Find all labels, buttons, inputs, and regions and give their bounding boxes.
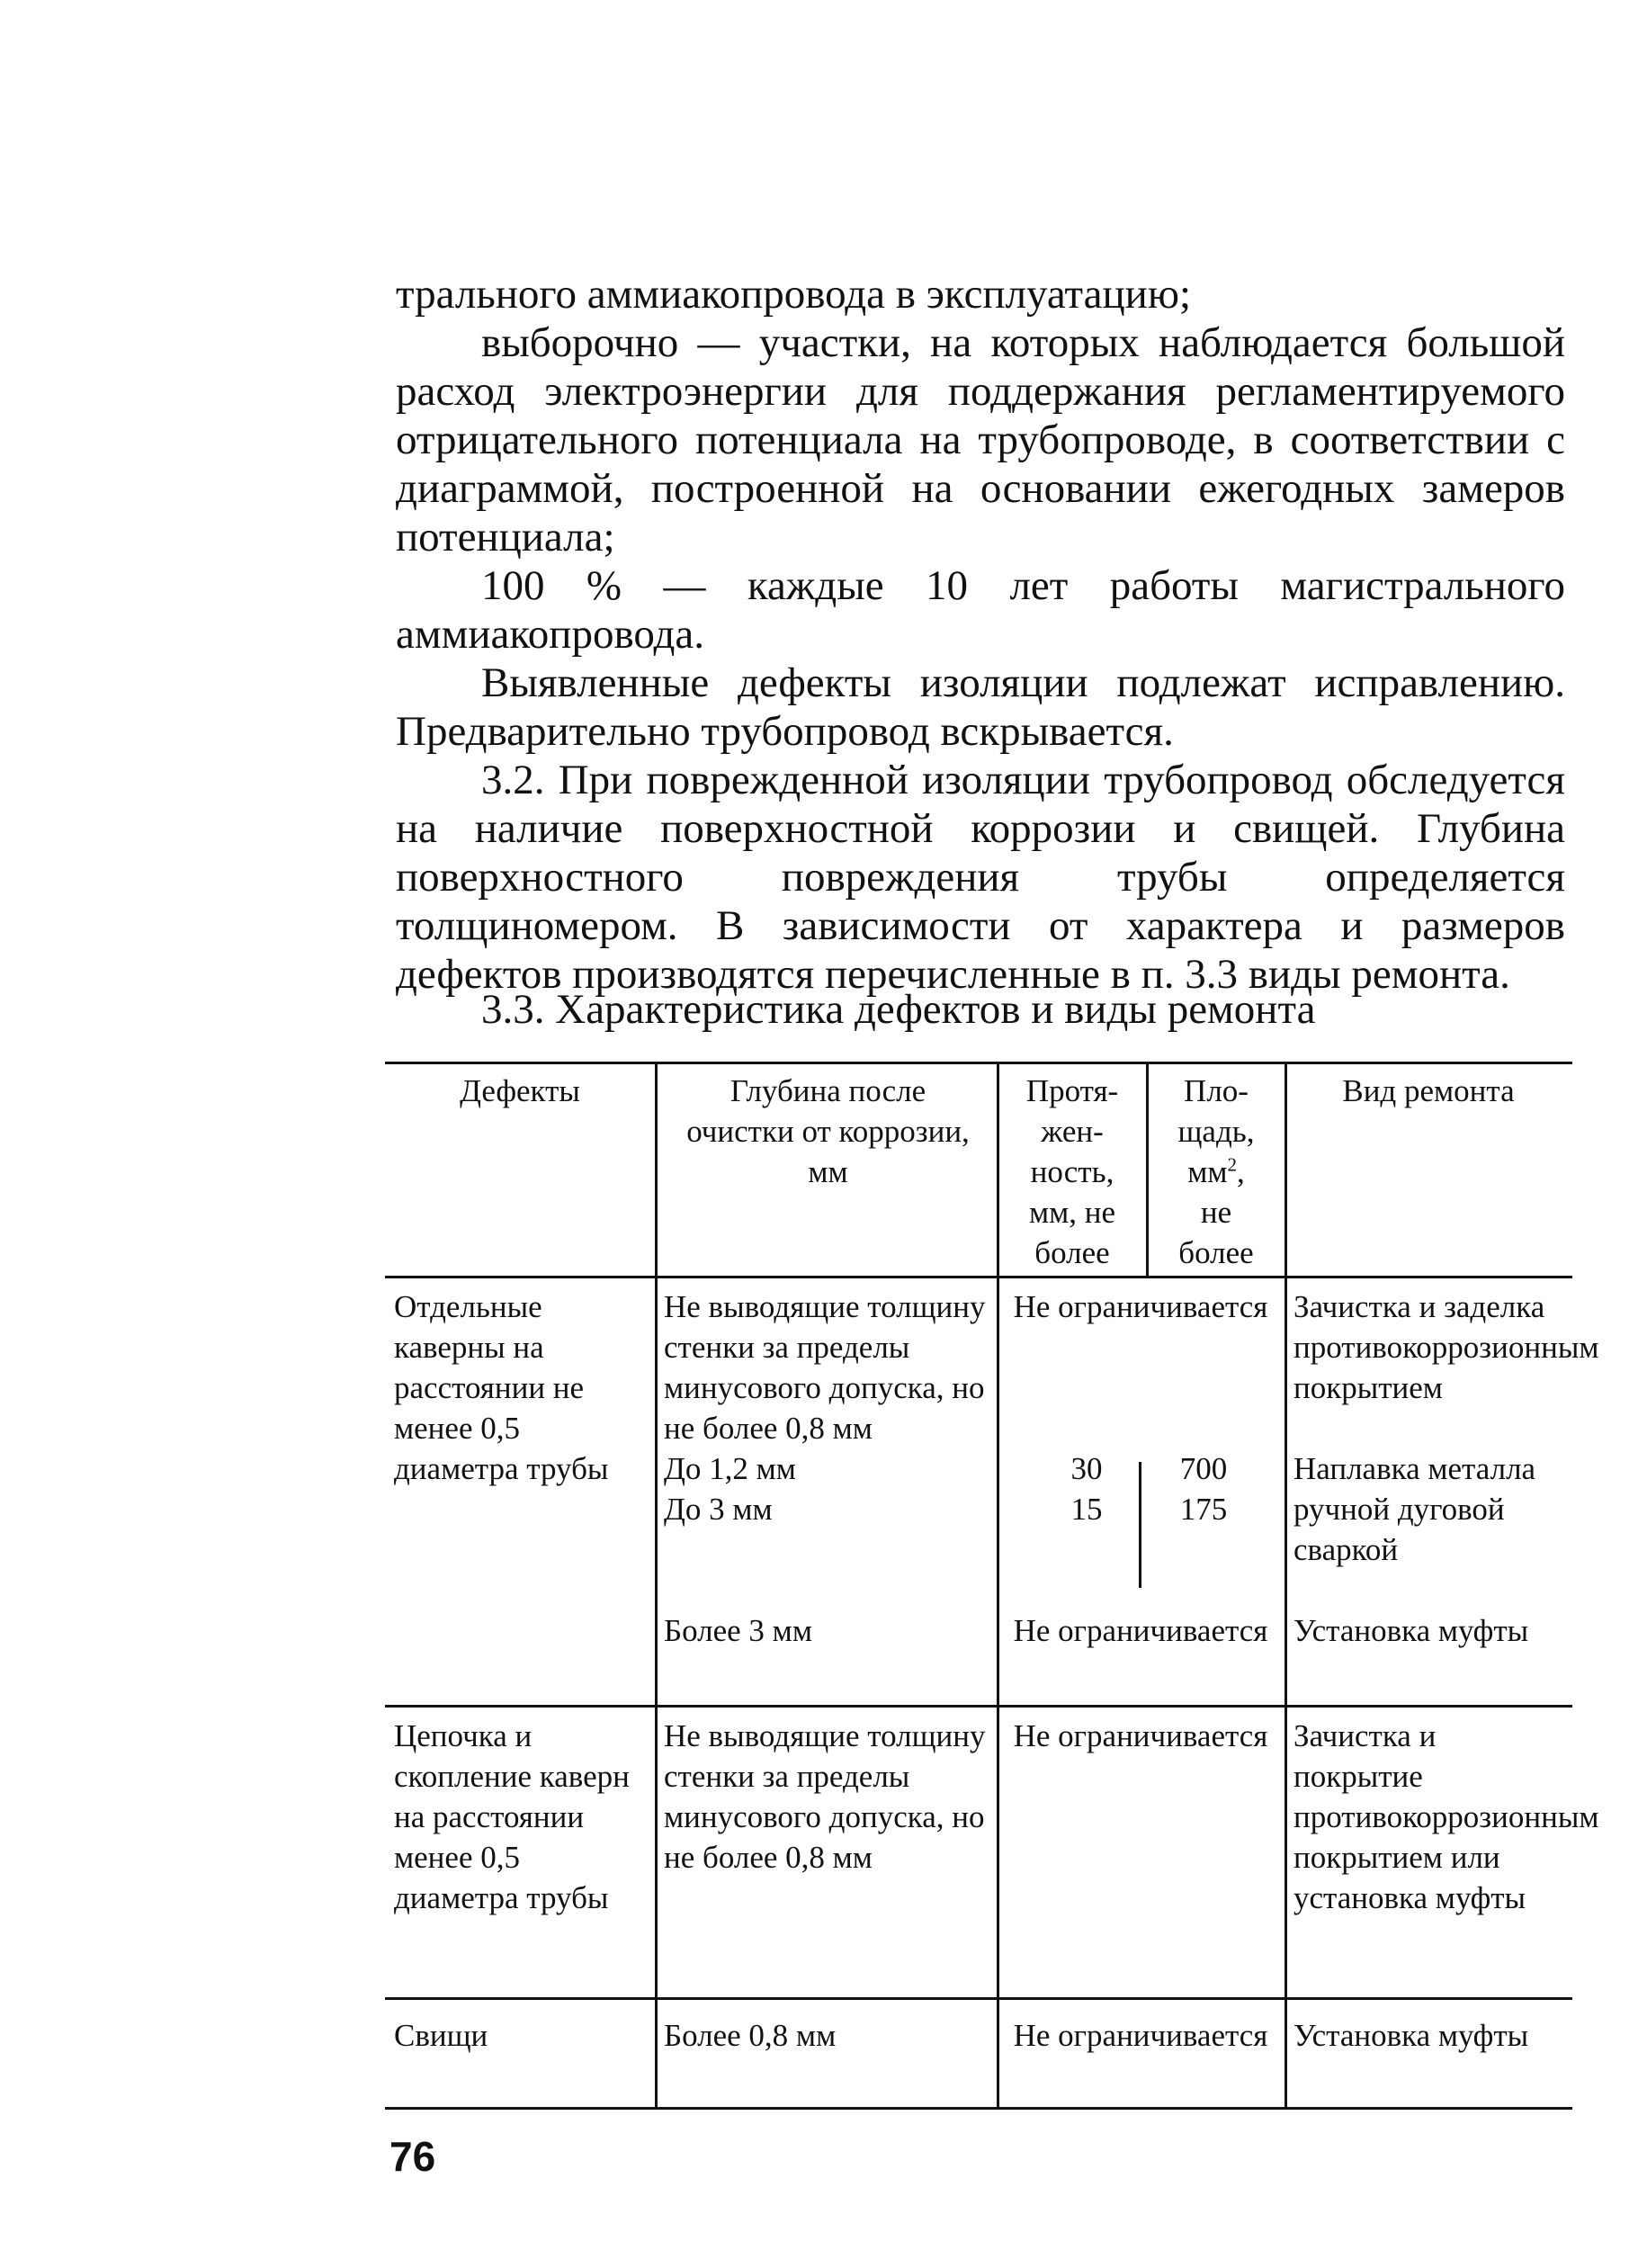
col-sep-1	[655, 1062, 658, 2110]
row2-defect: Цепочка и скопление каверн на расстоянии менее 0,5 диаметра трубы	[394, 1718, 630, 1915]
header-defects: Дефекты	[460, 1073, 580, 1108]
row1-depth-4: Более 3 мм	[664, 1613, 812, 1648]
row1-repair-4: Установка муфты	[1293, 1613, 1529, 1648]
row1-area-3: 175	[1179, 1492, 1228, 1527]
row1-length-3: 15	[1070, 1492, 1103, 1527]
col-sep-4	[1284, 1062, 1287, 2110]
table-bottom-rule	[385, 2107, 1572, 2110]
row1-bottom-rule	[385, 1705, 1572, 1708]
paragraph-4: Выявленные дефекты изоляции подлежат исправлению. Предварительно трубопровод вскрывается.	[396, 659, 1565, 755]
row1-area-2: 700	[1179, 1451, 1228, 1486]
table-top-rule	[385, 1062, 1572, 1064]
row1-repair-23: Наплавка металла ручной дуговой сваркой	[1293, 1451, 1536, 1567]
row1-depth-1: Не выводящие толщину стенки за пределы минусового допуска, но не более 0,8 мм	[664, 1289, 986, 1446]
row1-dim-4: Не ограничивается	[1013, 1613, 1268, 1648]
header-length: Протя- жен- ность, мм, не более	[1025, 1073, 1119, 1270]
row3-defect: Свищи	[394, 2018, 488, 2053]
row2-dim: Не ограничивается	[1013, 1718, 1268, 1753]
header-area: Пло- щадь, $мм^2$, не более	[1177, 1073, 1255, 1270]
row2-repair: Зачистка и покрытие противокоррозионным покрытием или установка муфты	[1293, 1718, 1599, 1915]
row1-length-2: 30	[1070, 1451, 1103, 1486]
row1-repair-1: Зачистка и заделка противокоррозионным покрытием	[1293, 1289, 1599, 1405]
header-depth: Глубина после очистки от коррозии, мм	[686, 1073, 970, 1189]
row1-defect: Отдельные каверны на расстоянии не менее 0,5 диаметра трубы	[394, 1289, 609, 1486]
row3-repair: Установка муфты	[1293, 2018, 1529, 2053]
row1-depth-2: До 1,2 мм	[664, 1451, 796, 1486]
row1-depth-3: До 3 мм	[664, 1492, 773, 1527]
row2-bottom-rule	[385, 1997, 1572, 2000]
row2-depth: Не выводящие толщину стенки за пределы минусового допуска, но не более 0,8 мм	[664, 1718, 986, 1875]
page-number: 76	[389, 2133, 436, 2180]
col-sep-3	[1146, 1062, 1149, 1276]
header-repair: Вид ремонта	[1342, 1073, 1515, 1108]
header-bottom-rule	[385, 1276, 1572, 1278]
paragraph-3: 100 % — каждые 10 лет работы магистрального аммиакопровода.	[396, 562, 1565, 658]
paragraph-1: трального аммиакопровода в эксплуатацию;	[396, 271, 1192, 318]
row3-depth: Более 0,8 мм	[664, 2018, 837, 2053]
paragraph-5: 3.2. При поврежденной изоляции трубопровод обследуется на наличие поверхностной коррозии и свищей. Глубина поверхностного повреждения трубы определяется толщиномером. В зависимости от характера и размеров дефектов производятся перечисленные в п. 3.3 виды ремонта.	[396, 757, 1565, 998]
dim-sep-line	[1139, 1462, 1141, 1588]
row1-dim-1: Не ограничивается	[1013, 1289, 1268, 1324]
row3-dim: Не ограничивается	[1013, 2018, 1268, 2053]
paragraph-2: выборочно — участки, на которых наблюдается большой расход электроэнергии для поддержания регламентируемого отрицательного потенциала на трубопроводе, в соответствии с диаграммой, построенной на основании ежегодных замеров потенциала;	[396, 319, 1565, 560]
table-caption: 3.3. Характеристика дефектов и виды ремонта	[481, 986, 1316, 1033]
